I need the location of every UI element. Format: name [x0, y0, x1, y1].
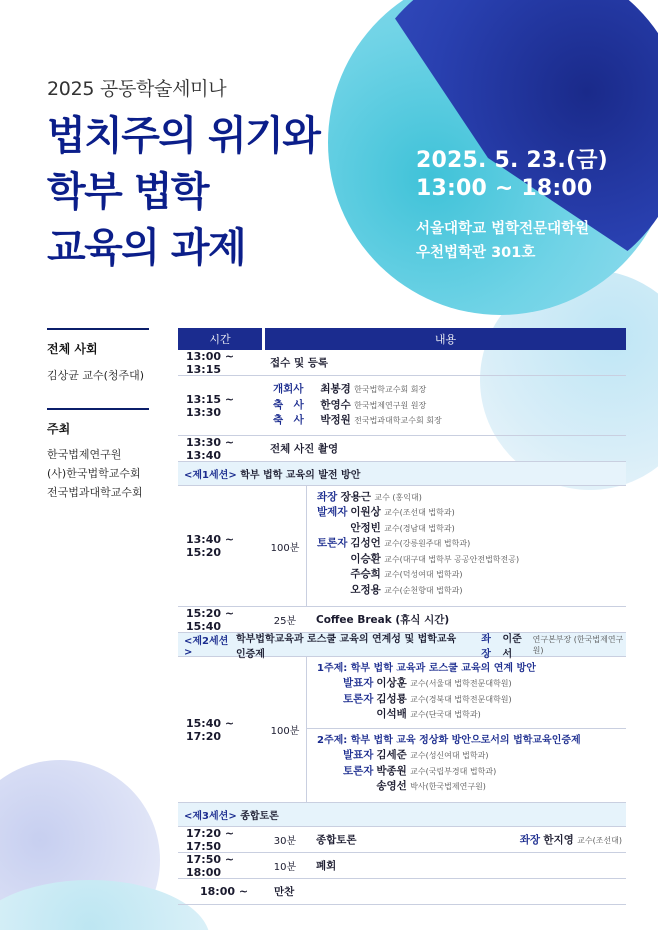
chair-line — [317, 490, 519, 506]
event-date: 2025. 5. 23.(금) — [416, 148, 608, 173]
role-label: 개회사 — [273, 383, 304, 396]
seminar-label: 2025 공동학술세미나 — [47, 78, 227, 100]
person-affiliation: 교수(대구대 법학부 공공안전법학전공) — [384, 554, 520, 564]
row-time: 13:15 ~ 13:30 — [186, 392, 235, 419]
header-time: 시간 — [178, 328, 262, 350]
session-2-speakers — [306, 657, 626, 803]
person-affiliation: 교수(조선대) — [577, 836, 622, 845]
person-affiliation: 교수(국립부경대 법학과) — [410, 766, 497, 776]
session-1-speakers — [306, 486, 519, 607]
host-item: 전국법과대학교수회 — [47, 486, 143, 499]
moderator-name: 김상균 교수(청주대) — [47, 369, 145, 382]
table-row — [178, 657, 626, 803]
venue-line-1: 서울대학교 법학전문대학원 — [416, 221, 590, 237]
discussant-line — [317, 707, 626, 723]
session-title: 학부법학교육과 로스쿨 교육의 연계성 및 법학교육인증제 — [235, 633, 457, 660]
program-table — [178, 328, 626, 905]
moderator-heading: 전체 사회 — [47, 342, 98, 356]
role-label: 좌장 — [481, 633, 491, 660]
row-content: 종합토론 — [316, 834, 357, 846]
row-content: 폐회 — [316, 860, 337, 872]
session-2-header — [178, 633, 626, 660]
table-row — [178, 879, 626, 905]
row-time: 13:40 ~ 15:20 — [186, 533, 235, 559]
role-label: 발표자 — [343, 749, 374, 761]
person-affiliation: 교수(단국대 법학과) — [410, 710, 481, 719]
venue-line-2: 우천법학관 301호 — [416, 245, 536, 261]
host-list — [47, 445, 149, 502]
row-content: 전체 사진 촬영 — [270, 443, 339, 455]
person-affiliation: 연구본부장 (한국법제연구원) — [532, 634, 624, 655]
role-label: 토론자 — [343, 692, 374, 705]
session-title: 종합토론 — [240, 811, 279, 822]
session-title: 학부 법학 교육의 발전 방안 — [240, 470, 361, 481]
person-name: 송영선 — [376, 780, 407, 792]
row-time: 13:30 ~ 13:40 — [186, 435, 235, 462]
table-row — [178, 827, 626, 853]
person-name: 김성언 — [350, 537, 381, 549]
row-time: 17:20 ~ 17:50 — [186, 826, 235, 853]
person-name: 김성룡 — [376, 692, 407, 705]
opening-line — [273, 413, 442, 429]
session-3-header — [178, 803, 626, 827]
topic-1: 1주제: 학부 법학 교육과 로스쿨 교육의 연계 방안 — [317, 662, 536, 674]
role-label: 좌장 — [317, 490, 338, 503]
topic-2: 2주제: 학부 법학 교육 정상화 방안으로서의 법학교육인증제 — [317, 734, 581, 746]
topic-divider — [307, 728, 626, 729]
title-line-1: 법치주의 위기와 — [47, 113, 320, 159]
person-affiliation: 전국법과대학교수회 회장 — [354, 416, 442, 426]
chair-info — [520, 832, 626, 847]
person-affiliation: 교수(조선대 법학과) — [384, 508, 455, 517]
table-row — [178, 853, 626, 879]
discussant-line — [317, 536, 519, 552]
person-affiliation: 교수(덕성여대 법학과) — [384, 570, 463, 579]
role-label: 발제자 — [317, 506, 348, 518]
session-tag: <제2세션> — [184, 635, 229, 658]
person-name: 이승환 — [350, 552, 381, 565]
presenter-line — [317, 521, 519, 537]
table-row — [178, 486, 626, 607]
role-label: 좌장 — [519, 834, 540, 846]
discussant-line — [317, 552, 519, 568]
divider — [47, 408, 149, 410]
host-heading: 주최 — [47, 422, 71, 436]
date-venue-block — [416, 147, 608, 265]
presenter-line — [317, 748, 626, 764]
session-tag: <제3세션> — [184, 811, 237, 822]
opening-line — [273, 382, 442, 398]
header-content: 내용 — [265, 328, 626, 350]
row-time: 13:00 ~ 13:15 — [186, 349, 235, 376]
row-time: 17:50 ~ 18:00 — [186, 852, 235, 879]
table-header — [178, 328, 626, 350]
row-time: 15:20 ~ 15:40 — [186, 606, 235, 633]
person-affiliation: 교수(성신여대 법학과) — [410, 751, 489, 760]
row-duration: 100분 — [270, 542, 300, 554]
role-label: 축 사 — [273, 398, 304, 411]
discussant-line — [317, 779, 626, 795]
discussant-line — [317, 583, 519, 599]
session-tag: <제1세션> — [184, 470, 237, 481]
host-item: 한국법제연구원 — [47, 448, 122, 461]
person-name: 한영수 — [320, 398, 351, 411]
role-label: 축 사 — [273, 414, 304, 427]
person-affiliation: 교수(경북대 법학전문대학원) — [410, 694, 512, 704]
person-affiliation: 교수(경남대 법학과) — [384, 523, 455, 533]
divider — [47, 328, 149, 330]
discussant-line — [317, 567, 519, 583]
role-label: 발표자 — [343, 677, 374, 689]
person-name: 박종원 — [376, 764, 407, 777]
role-label: 토론자 — [317, 537, 348, 549]
discussant-line — [317, 764, 626, 780]
person-name: 최봉경 — [320, 383, 351, 396]
row-time: 18:00 ~ — [200, 885, 249, 898]
person-name: 장용근 — [340, 490, 372, 503]
page-title — [47, 108, 319, 276]
opening-list — [268, 382, 442, 429]
person-name: 박정원 — [320, 414, 351, 427]
row-duration: 100분 — [270, 726, 300, 737]
table-row — [178, 376, 626, 436]
person-name: 주승희 — [350, 568, 381, 580]
person-affiliation: 한국법제연구원 원장 — [354, 400, 427, 410]
row-content: 만찬 — [274, 886, 295, 898]
left-info — [47, 328, 149, 502]
row-content: 접수 및 등록 — [270, 357, 329, 369]
table-row — [178, 350, 626, 376]
presenter-line — [317, 505, 519, 521]
row-time: 15:40 ~ 17:20 — [186, 716, 235, 743]
role-label: 토론자 — [343, 764, 374, 777]
person-name: 이원상 — [350, 506, 381, 518]
person-name: 이준서 — [502, 633, 522, 660]
title-line-2: 학부 법학 — [47, 169, 208, 215]
opening-line — [273, 398, 442, 414]
row-duration: 10분 — [273, 862, 297, 873]
person-affiliation: 교수(강릉원주대 법학과) — [384, 539, 471, 548]
person-name: 오정용 — [350, 583, 381, 596]
host-item: (사)한국법학교수회 — [47, 467, 141, 480]
person-affiliation: 박사(한국법제연구원) — [410, 782, 486, 791]
person-affiliation: 교수(순천향대 법학과) — [384, 585, 463, 595]
session-1-header — [178, 462, 626, 486]
table-row — [178, 436, 626, 462]
person-affiliation: 한국법학교수회 회장 — [354, 385, 427, 395]
title-line-3: 교육의 과제 — [47, 225, 246, 271]
person-name: 한지영 — [543, 834, 574, 846]
person-affiliation: 교수(서울대 법학전문대학원) — [410, 679, 512, 688]
discussant-line — [317, 692, 626, 708]
person-name: 안정빈 — [350, 521, 381, 534]
row-duration: 25분 — [273, 616, 297, 627]
person-affiliation: 교수 (홍익대) — [374, 492, 422, 502]
person-name: 김세준 — [376, 749, 407, 761]
person-name: 이석배 — [376, 708, 407, 720]
row-duration: 30분 — [273, 836, 297, 847]
presenter-line — [317, 676, 626, 692]
event-time: 13:00 ~ 18:00 — [416, 176, 593, 201]
person-name: 이상훈 — [376, 677, 407, 689]
row-content: Coffee Break (휴식 시간) — [316, 614, 450, 626]
